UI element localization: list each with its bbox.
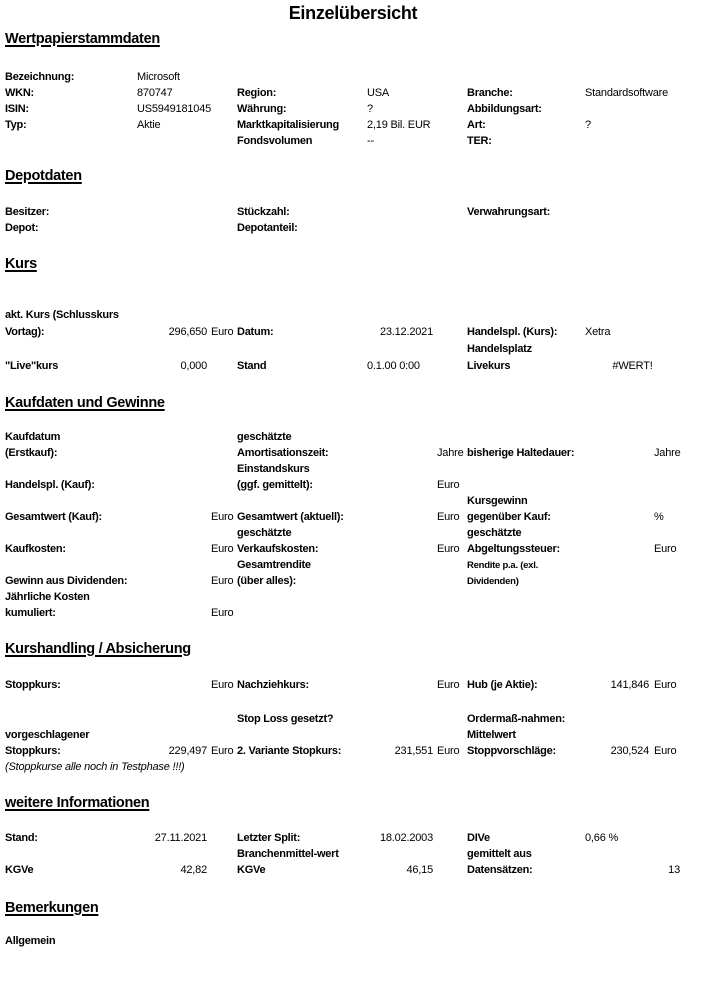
branchenmittelwert-label-line1: Branchenmittel-wert: [237, 848, 339, 860]
branche-value: Standardsoftware: [585, 87, 669, 99]
handelsplatz-kurs-label-line1: Handelspl. (Kurs):: [467, 326, 558, 338]
wkn-value: 870747: [137, 87, 173, 99]
abgeltungssteuer-unit: Euro: [654, 543, 677, 555]
nachziehkurs-unit: Euro: [437, 679, 460, 691]
stueckzahl-label: Stückzahl:: [237, 206, 290, 218]
verkaufskosten-unit: Euro: [437, 543, 460, 555]
hub-value: 141,846: [610, 679, 649, 691]
kursgewinn-label-line1: Kursgewinn: [467, 495, 528, 507]
livekurs-value: 0,000: [180, 360, 207, 372]
gewinn-dividenden-unit: Euro: [211, 575, 234, 587]
row-fondsvolumen-ter: [5, 134, 680, 150]
akt-kurs-unit: Euro: [211, 326, 234, 338]
row-kursgewinn-1: [5, 494, 680, 510]
row-typ-marktkap-art: [5, 118, 680, 134]
row-akt-kurs-2: [5, 325, 680, 341]
hub-unit: Euro: [654, 679, 677, 691]
rendite-pa-label-line1: Rendite p.a. (exl.: [467, 560, 538, 571]
stand-datum-label: Stand:: [5, 832, 38, 844]
row-stoppkurs: [5, 678, 680, 694]
kursgewinn-label-line2: gegenüber Kauf:: [467, 511, 551, 523]
fondsvolumen-label: Fondsvolumen: [237, 135, 313, 147]
variante2-stopkurs-unit: Euro: [437, 745, 460, 757]
variante2-stopkurs-value: 231,551: [394, 745, 433, 757]
vorgeschlagener-stoppkurs-label-line2: Stoppkurs:: [5, 745, 61, 757]
row-vorgeschlagener-1: [5, 728, 680, 744]
typ-value: Aktie: [137, 119, 161, 131]
datum-value: 23.12.2021: [379, 326, 433, 338]
haltedauer-unit: Jahre: [654, 447, 681, 459]
bezeichnung-label: Bezeichnung:: [5, 71, 75, 83]
letzter-split-value: 18.02.2003: [379, 832, 433, 844]
gesamtwert-kauf-unit: Euro: [211, 511, 234, 523]
kaufdatum-label-line2: (Erstkauf):: [5, 447, 58, 459]
rendite-pa-label-line2: Dividenden): [467, 576, 519, 587]
region-label: Region:: [237, 87, 277, 99]
livekurs2-value: #WERT!: [612, 360, 653, 372]
gesamtrendite-label-line1: Gesamtrendite: [237, 559, 311, 571]
depotanteil-label: Depotanteil:: [237, 222, 298, 234]
row-stand-split-dive: [5, 831, 680, 847]
amortisationszeit-label-line1: geschätzte: [237, 431, 292, 443]
row-branchenmittelwert-1: [5, 847, 680, 863]
row-akt-kurs-1: [5, 308, 680, 324]
row-dividenden: [5, 574, 680, 590]
gesamtwert-aktuell-unit: Euro: [437, 511, 460, 523]
waehrung-value: ?: [367, 103, 373, 115]
kaufkosten-label: Kaufkosten:: [5, 543, 66, 555]
ordermassnahmen-label-line2: Mittelwert: [467, 729, 516, 741]
section-header-kurshandling: Kurshandling / Absicherung: [5, 641, 191, 657]
typ-label: Typ:: [5, 119, 27, 131]
row-handelsplatz: [5, 342, 680, 358]
fondsvolumen-value: --: [367, 135, 374, 147]
nachziehkurs-label: Nachziehkurs:: [237, 679, 309, 691]
kaufdatum-label-line1: Kaufdatum: [5, 431, 61, 443]
variante2-stopkurs-label: 2. Variante Stopkurs:: [237, 745, 342, 757]
section-header-kurs: Kurs: [5, 256, 37, 272]
einstandskurs-label-line2: (ggf. gemittelt):: [237, 479, 313, 491]
row-gesamtwert: [5, 510, 680, 526]
amortisationszeit-label-line2: Amortisationszeit:: [237, 447, 329, 459]
marktkapitalisierung-value: 2,19 Bil. EUR: [367, 119, 431, 131]
stoploss-label: Stop Loss gesetzt?: [237, 713, 334, 725]
gemittelt-aus-label-line1: gemittelt aus: [467, 848, 532, 860]
datensaetzen-label: Datensätzen:: [467, 864, 533, 876]
row-kgve: [5, 863, 680, 879]
vorgeschlagener-stoppkurs-label-line1: vorgeschlagener: [5, 729, 90, 741]
stand-value: 0.1.00 0:00: [367, 360, 420, 372]
vorgeschlagener-stoppkurs-value: 229,497: [168, 745, 207, 757]
handelsplatz-kauf-label: Handelspl. (Kauf):: [5, 479, 95, 491]
kgve-label: KGVe: [5, 864, 34, 876]
vorgeschlagener-stoppkurs-unit: Euro: [211, 745, 234, 757]
section-header-weitere-informationen: weitere Informationen: [5, 795, 150, 811]
row-gesamtrendite-1: [5, 558, 680, 574]
handelsplatz-kurs-label-line2: Handelsplatz: [467, 343, 532, 355]
letzter-split-label: Letzter Split:: [237, 832, 301, 844]
geschaetzte-verkauf-label: geschätzte: [237, 527, 292, 539]
einstandskurs-label-line1: Einstandskurs: [237, 463, 310, 475]
row-einstandskurs-1: [5, 462, 680, 478]
row-vorgeschlagener-2: [5, 744, 680, 760]
row-besitzer: [5, 205, 680, 221]
gewinn-dividenden-label: Gewinn aus Dividenden:: [5, 575, 128, 587]
isin-value: US5949181045: [137, 103, 212, 115]
geschaetzte-steuer-label: geschätzte: [467, 527, 522, 539]
handelsplatz-kurs-value: Xetra: [585, 326, 611, 338]
amortisationszeit-unit: Jahre: [437, 447, 464, 459]
section-header-wertpapierstammdaten: Wertpapierstammdaten: [5, 31, 160, 47]
row-bezeichnung: [5, 70, 680, 86]
row-depot: [5, 221, 680, 237]
verkaufskosten-label: Verkaufskosten:: [237, 543, 319, 555]
datum-label: Datum:: [237, 326, 274, 338]
stoppvorschlaege-value: 230,524: [610, 745, 649, 757]
gesamtwert-aktuell-label: Gesamtwert (aktuell):: [237, 511, 344, 523]
waehrung-label: Währung:: [237, 103, 287, 115]
region-value: USA: [367, 87, 390, 99]
row-kosten: [5, 542, 680, 558]
gesamtwert-kauf-label: Gesamtwert (Kauf):: [5, 511, 102, 523]
ter-label: TER:: [467, 135, 492, 147]
ordermassnahmen-label-line1: Ordermaß-nahmen:: [467, 713, 566, 725]
branchenmittelwert-kgve-value: 46,15: [406, 864, 433, 876]
datensaetzen-value: 13: [668, 864, 680, 876]
row-jaehrliche-kosten-1: [5, 590, 680, 606]
akt-kurs-value: 296,650: [168, 326, 207, 338]
abgeltungssteuer-label: Abgeltungssteuer:: [467, 543, 560, 555]
page-title: Einzelübersicht: [288, 3, 418, 23]
abbildungsart-label: Abbildungsart:: [467, 103, 542, 115]
besitzer-label: Besitzer:: [5, 206, 50, 218]
haltedauer-label: bisherige Haltedauer:: [467, 447, 575, 459]
isin-label: ISIN:: [5, 103, 29, 115]
livekurs2-label: Livekurs: [467, 360, 511, 372]
kursgewinn-unit: %: [654, 511, 664, 523]
verwahrungsart-label: Verwahrungsart:: [467, 206, 551, 218]
row-livekurs: [5, 359, 680, 375]
section-header-kaufdaten: Kaufdaten und Gewinne: [5, 395, 165, 411]
row-handelsplatz-kauf: [5, 478, 680, 494]
dive-label: DIVe: [467, 832, 490, 844]
stoppkurs-label: Stoppkurs:: [5, 679, 61, 691]
hub-label: Hub (je Aktie):: [467, 679, 538, 691]
stoppvorschlaege-unit: Euro: [654, 745, 677, 757]
row-stoploss: [5, 712, 680, 728]
jaehrliche-kosten-label-line2: kumuliert:: [5, 607, 56, 619]
row-isin-waehrung: [5, 102, 680, 118]
stand-datum-value: 27.11.2021: [154, 832, 207, 844]
row-jaehrliche-kosten-2: [5, 606, 680, 622]
row-allgemein: [5, 934, 680, 950]
row-kaufdatum-1: [5, 430, 680, 446]
stoppkurs-unit: Euro: [211, 679, 234, 691]
branchenmittelwert-kgve-label: KGVe: [237, 864, 266, 876]
jaehrliche-kosten-label-line1: Jährliche Kosten: [5, 591, 90, 603]
wkn-label: WKN:: [5, 87, 34, 99]
bezeichnung-value: Microsoft: [137, 71, 180, 83]
jaehrliche-kosten-unit: Euro: [211, 607, 234, 619]
branche-label: Branche:: [467, 87, 513, 99]
depot-label: Depot:: [5, 222, 39, 234]
allgemein-label: Allgemein: [5, 935, 56, 947]
stoppvorschlaege-label: Stoppvorschläge:: [467, 745, 556, 757]
akt-kurs-label-line1: akt. Kurs (Schlusskurs: [5, 309, 119, 321]
stand-label: Stand: [237, 360, 267, 372]
kgve-value: 42,82: [180, 864, 207, 876]
row-geschaetzte: [5, 526, 680, 542]
section-header-bemerkungen: Bemerkungen: [5, 900, 99, 916]
akt-kurs-label-line2: Vortag):: [5, 326, 45, 338]
dive-value: 0,66 %: [585, 832, 619, 844]
row-wkn-region-branche: [5, 86, 680, 102]
section-header-depotdaten: Depotdaten: [5, 168, 82, 184]
gesamtrendite-label-line2: (über alles):: [237, 575, 297, 587]
kaufkosten-unit: Euro: [211, 543, 234, 555]
einstandskurs-unit: Euro: [437, 479, 460, 491]
art-label: Art:: [467, 119, 486, 131]
marktkapitalisierung-label: Marktkapitalisierung: [237, 119, 339, 131]
testphase-note: (Stoppkurse alle noch in Testphase !!!): [5, 761, 185, 773]
art-value: ?: [585, 119, 591, 131]
row-kaufdatum-2: [5, 446, 680, 462]
livekurs-label: "Live"kurs: [5, 360, 59, 372]
